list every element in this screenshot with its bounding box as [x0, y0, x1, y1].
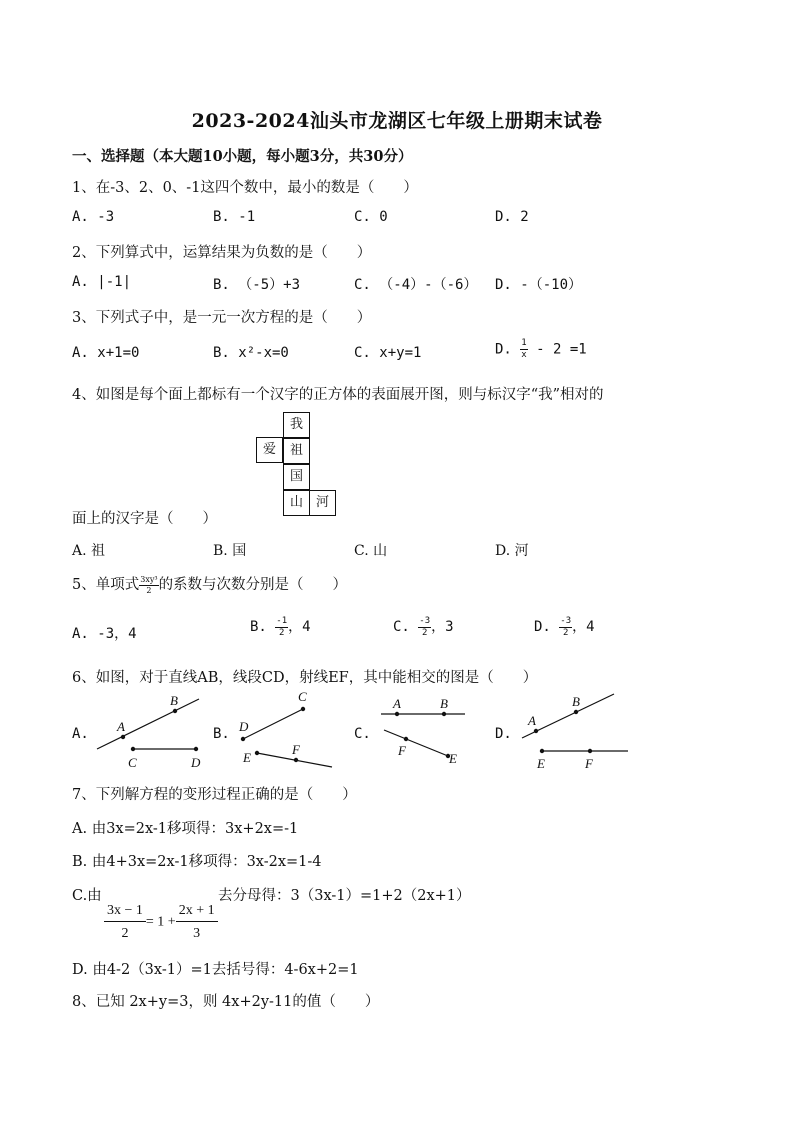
point-label-d: D	[191, 755, 201, 770]
q7-option-a: A. 由3x=2x-1移项得：3x+2x=-1	[72, 821, 299, 837]
point-label-f: F	[292, 742, 300, 757]
point-label-e: E	[449, 751, 457, 766]
q3-option-c: C. x+y=1	[354, 345, 422, 361]
equation-right-fraction	[176, 903, 218, 942]
net-cell-wo: 我	[283, 412, 310, 438]
fraction-numerator: -1	[276, 615, 288, 626]
question-2: 2、下列算式中，运算结果为负数的是（ ）	[72, 245, 372, 261]
fraction-denominator: 2	[279, 627, 285, 638]
q7-option-c-equation	[104, 903, 218, 942]
question-4: 4、如图是每个面上都标有一个汉字的正方体的表面展开图，则与标汉字“我”相对的	[72, 387, 604, 403]
point-label-c: C	[128, 755, 137, 770]
q7-option-c-prefix: C.由	[72, 888, 102, 904]
net-cell-he: 河	[309, 490, 336, 516]
q6-option-b: B.	[213, 726, 230, 742]
q5-option-b-label: B.	[250, 619, 267, 635]
fraction-denominator: 2	[146, 585, 152, 595]
q1-option-b: B. -1	[213, 209, 256, 225]
q5-option-c-rest: ，3	[431, 619, 454, 635]
fraction-denominator: 2	[422, 627, 428, 638]
question-7: 7、下列解方程的变形过程正确的是（ ）	[72, 787, 357, 803]
fraction-denominator: x	[521, 350, 527, 360]
point-label-e: E	[243, 750, 251, 765]
section-heading: 一、选择题（本大题10小题，每小题3分，共30分）	[72, 148, 413, 165]
question-4-continued: 面上的汉字是（ ）	[72, 511, 217, 527]
q1-option-d: D. 2	[495, 209, 529, 225]
point-label-d: D	[239, 719, 249, 734]
question-1: 1、在-3、2、0、-1这四个数中，最小的数是（ ）	[72, 180, 418, 196]
question-8: 8、已知 2x+y=3，则 4x+2y-11的值（ ）	[72, 994, 380, 1010]
q5-option-c-label: C.	[393, 619, 410, 635]
q5-option-d-rest: ，4	[572, 619, 595, 635]
fraction-numerator: -3	[560, 615, 572, 626]
q3-option-d-label: D.	[495, 341, 512, 358]
q7-option-c-rest: 去分母得：3（3x-1）=1+2（2x+1）	[218, 888, 471, 904]
q6-option-d: D.	[495, 726, 512, 742]
fraction-numerator: 2x + 1	[176, 903, 218, 922]
point-label-b: B	[170, 693, 178, 708]
question-6: 6、如图，对于直线AB，线段CD，射线EF，其中能相交的图是（ ）	[72, 670, 538, 686]
point-label-a: A	[117, 719, 125, 734]
point-label-a: A	[393, 696, 401, 711]
fraction-numerator: -3	[419, 615, 431, 626]
point-label-e: E	[537, 756, 545, 771]
q1-option-a: A. -3	[72, 209, 115, 225]
q2-option-b: B. （-5）+3	[213, 277, 301, 293]
q5-option-b-rest: ，4	[288, 619, 311, 635]
q5-option-a: A. -3，4	[72, 626, 137, 642]
q6-option-a: A.	[72, 726, 89, 742]
q5-option-d-label: D.	[534, 619, 551, 635]
net-cell-ai: 爱	[256, 437, 283, 463]
q4-option-d: D. 河	[495, 543, 529, 559]
point-label-b: B	[440, 696, 448, 711]
q7-option-b: B. 由4+3x=2x-1移项得：3x-2x=1-4	[72, 854, 322, 870]
net-cell-guo: 国	[283, 464, 310, 490]
fraction-numerator: 1	[521, 338, 527, 348]
q3-option-a: A. x+1=0	[72, 345, 140, 361]
fraction-denominator: 3	[193, 926, 201, 942]
q5-suffix: 的系数与次数分别是（ ）	[158, 577, 348, 593]
q3-option-b: B. x²-x=0	[213, 345, 289, 361]
point-label-c: C	[298, 689, 307, 704]
point-label-f: F	[398, 743, 406, 758]
fraction-denominator: 2	[121, 926, 129, 942]
net-cell-shan: 山	[283, 490, 310, 516]
equation-middle: = 1 +	[145, 914, 176, 930]
equation-left-fraction	[104, 903, 146, 942]
q6-option-c: C.	[354, 726, 371, 742]
q2-option-a: A. |-1|	[72, 274, 132, 290]
point-label-f: F	[585, 756, 593, 771]
fraction-numerator: 3xy³	[140, 574, 158, 584]
q3-option-d-rest: - 2 =1	[536, 341, 587, 358]
net-cell-zu: 祖	[283, 438, 310, 464]
q7-option-d: D. 由4-2（3x-1）=1去括号得：4-6x+2=1	[72, 962, 359, 978]
page-title: 2023-2024汕头市龙湖区七年级上册期末试卷	[191, 110, 603, 132]
point-label-b: B	[572, 694, 580, 709]
point-label-a: A	[528, 713, 536, 728]
q1-option-c: C. 0	[354, 209, 388, 225]
fraction-denominator: 2	[563, 627, 569, 638]
q4-option-b: B. 国	[213, 543, 247, 559]
q2-option-d: D. -（-10）	[495, 277, 583, 293]
q4-option-c: C. 山	[354, 543, 388, 559]
question-3: 3、下列式子中，是一元一次方程的是（ ）	[72, 310, 372, 326]
q2-option-c: C. （-4）-（-6）	[354, 277, 478, 293]
q5-prefix: 5、单项式	[72, 577, 140, 593]
q4-option-a: A. 祖	[72, 543, 106, 559]
fraction-numerator: 3x − 1	[104, 903, 146, 922]
